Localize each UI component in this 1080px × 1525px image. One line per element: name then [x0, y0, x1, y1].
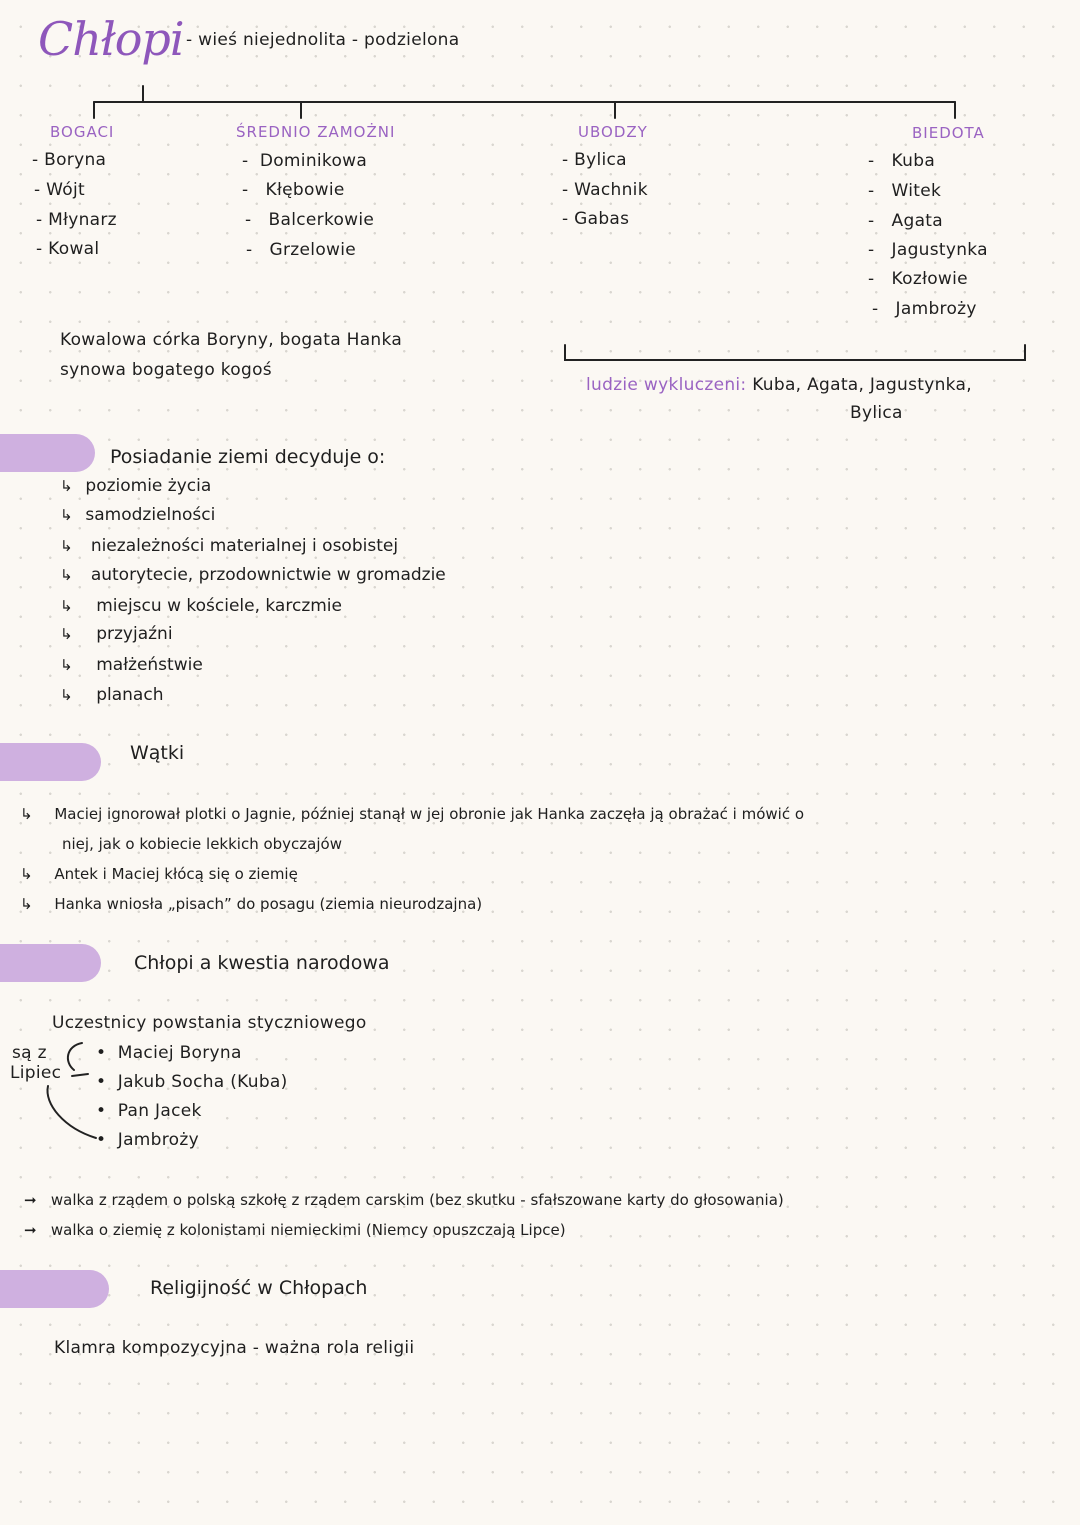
arrow-icon: ↳: [20, 865, 33, 883]
list-item: - Grzelowie: [246, 240, 357, 260]
section-highlight: [0, 434, 95, 472]
list-item: - Balcerkowie: [245, 210, 375, 230]
section-highlight: [0, 1270, 109, 1308]
excluded-note: [586, 375, 972, 395]
rich-note-line: Kowalowa córka Boryny, bogata Hanka: [60, 330, 403, 350]
list-item: • Maciej Boryna: [96, 1043, 242, 1063]
list-item: ↳ planach: [60, 685, 164, 705]
page-subtitle: - wieś niejednolita - podzielona: [186, 30, 460, 50]
arrow-icon: ↳: [60, 625, 73, 643]
list-item: - Witek: [868, 181, 942, 201]
arrow-icon: ↳: [60, 597, 73, 615]
list-item: ↳ miejscu w kościele, karczmie: [60, 596, 342, 616]
religion-line: Klamra kompozycyjna - ważna rola religii: [54, 1338, 415, 1358]
list-item: ↳ niezależności materialnej i osobistej: [60, 536, 399, 556]
list-item: - Wachnik: [562, 180, 648, 200]
list-item-cont: niej, jak o kobiecie lekkich obyczajów: [62, 835, 342, 853]
arrow-icon: ↳: [60, 477, 73, 495]
arrow-right-icon: ➞: [24, 1221, 37, 1239]
rich-note-line: synowa bogatego kogoś: [60, 360, 272, 380]
participants-title: Uczestnicy powstania styczniowego: [52, 1013, 367, 1033]
side-note: są z: [12, 1043, 47, 1063]
list-item: - Agata: [868, 211, 943, 231]
list-item: - Wójt: [34, 180, 85, 200]
arrow-icon: ↳: [20, 895, 33, 913]
list-item: • Jambroży: [96, 1130, 199, 1150]
list-item: - Dominikowa: [242, 151, 368, 171]
list-item: ↳ samodzielności: [60, 505, 216, 525]
list-item: - Jagustynka: [868, 240, 988, 260]
list-item: ↳ autorytecie, przodownictwie w gromadzie: [60, 565, 446, 585]
list-item: ↳ Hanka wniosła „pisach” do posagu (ziemia nieurodzajna): [20, 895, 483, 913]
list-item: ↳ Maciej ignorował plotki o Jagnie, później stanął w jej obronie jak Hanka zaczęła ją obrażać i mówić o: [20, 805, 805, 823]
list-item: ↳ Antek i Maciej kłócą się o ziemię: [20, 865, 298, 883]
list-item: • Jakub Socha (Kuba): [96, 1072, 288, 1092]
arrow-icon: ↳: [60, 566, 73, 584]
list-item: ↳ poziomie życia: [60, 476, 212, 496]
section-heading-national: Chłopi a kwestia narodowa: [134, 952, 390, 974]
page-title: Chłopi: [38, 12, 184, 66]
list-item: - Kozłowie: [868, 269, 968, 289]
list-item: • Pan Jacek: [96, 1101, 202, 1121]
side-note: Lipiec: [10, 1063, 62, 1083]
group-header-middle: ŚREDNIO ZAMOŻNI: [236, 123, 396, 141]
list-item: ➞ walka o ziemię z kolonistami niemieckimi (Niemcy opuszczają Lipce): [24, 1221, 566, 1239]
list-item: - Jambroży: [872, 299, 977, 319]
section-heading-religion: Religijność w Chłopach: [150, 1277, 368, 1299]
list-item: - Bylica: [562, 150, 627, 170]
list-item: - Kuba: [868, 151, 936, 171]
section-heading-threads: Wątki: [130, 742, 185, 764]
arrow-icon: ↳: [60, 656, 73, 674]
excluded-label: ludzie wykluczeni:: [586, 375, 747, 395]
section-highlight: [0, 743, 101, 781]
list-item: ➞ walka z rządem o polską szkołę z rządem carskim (bez skutku - sfałszowane karty do głosowania): [24, 1191, 784, 1209]
arrow-icon: ↳: [20, 805, 33, 823]
group-header-poor: UBODZY: [578, 123, 648, 141]
list-item: - Kowal: [36, 239, 100, 259]
list-item: - Młynarz: [36, 210, 117, 230]
excluded-names: Kuba, Agata, Jagustynka,: [752, 375, 972, 395]
group-header-poorest: BIEDOTA: [912, 124, 985, 142]
list-item: - Gabas: [562, 209, 630, 229]
section-highlight: [0, 944, 101, 982]
arrow-right-icon: ➞: [24, 1191, 37, 1209]
list-item: - Boryna: [32, 150, 107, 170]
list-item: - Kłębowie: [242, 180, 345, 200]
arrow-icon: ↳: [60, 506, 73, 524]
section-heading-land: Posiadanie ziemi decyduje o:: [110, 446, 386, 468]
arrow-icon: ↳: [60, 686, 73, 704]
arrow-icon: ↳: [60, 537, 73, 555]
group-header-rich: BOGACI: [50, 123, 115, 141]
list-item: ↳ małżeństwie: [60, 655, 203, 675]
excluded-names-cont: Bylica: [850, 403, 903, 423]
list-item: ↳ przyjaźni: [60, 624, 173, 644]
